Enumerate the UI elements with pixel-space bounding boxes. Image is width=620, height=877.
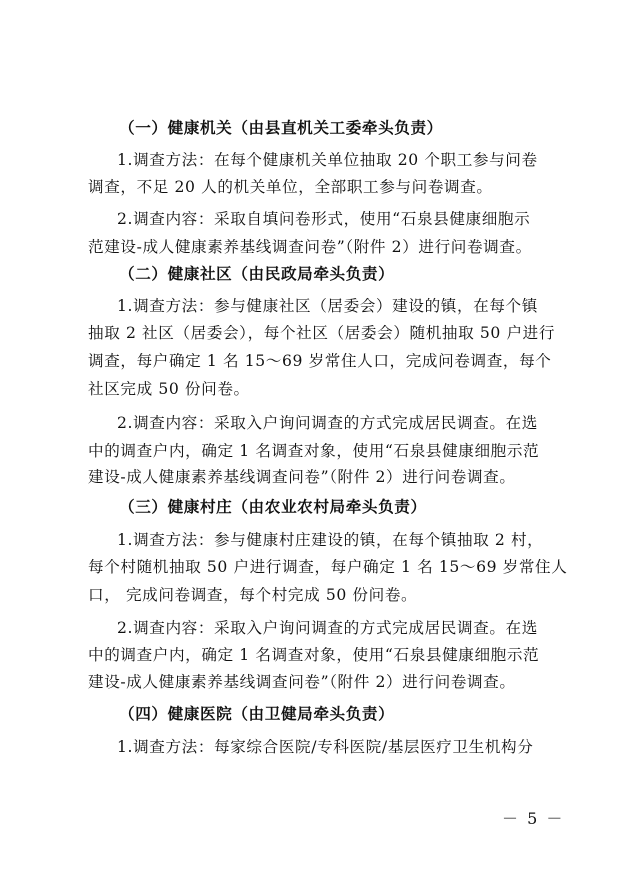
section-heading-hospital: （四）健康医院（由卫健局牵头负责） bbox=[119, 704, 395, 723]
paragraph-line: 社区完成 50 份问卷。 bbox=[88, 380, 250, 398]
paragraph-line: 2.调查内容：采取自填问卷形式，使用“石泉县健康细胞示 bbox=[117, 210, 531, 228]
paragraph-line: 范建设-成人健康素养基线调查问卷”（附件 2）进行问卷调查。 bbox=[88, 238, 532, 256]
section-heading-community: （二）健康社区（由民政局牵头负责） bbox=[119, 264, 395, 283]
paragraph-line: 中的调查户内，确定 1 名调查对象，使用“石泉县健康细胞示范 bbox=[88, 646, 540, 664]
paragraph-line: 1.调查方法：参与健康社区（居委会）建设的镇，在每个镇 bbox=[117, 297, 538, 315]
paragraph-line: 建设-成人健康素养基线调查问卷”（附件 2）进行问卷调查。 bbox=[88, 468, 516, 486]
paragraph-line: 2.调查内容：采取入户询问调查的方式完成居民调查。在选 bbox=[117, 619, 538, 637]
paragraph-line: 抽取 2 社区（居委会），每个社区（居委会）随机抽取 50 户进行 bbox=[88, 324, 556, 342]
paragraph-line: 建设-成人健康素养基线调查问卷”（附件 2）进行问卷调查。 bbox=[88, 673, 516, 691]
section-heading-organs: （一）健康机关（由县直机关工委牵头负责） bbox=[119, 118, 443, 137]
paragraph-line: 2.调查内容：采取入户询问调查的方式完成居民调查。在选 bbox=[117, 414, 538, 432]
paragraph-line: 口， 完成问卷调查，每个村完成 50 份问卷。 bbox=[88, 586, 418, 604]
paragraph-line: 1.调查方法：在每个健康机关单位抽取 20 个职工参与问卷 bbox=[117, 151, 538, 169]
paragraph-line: 1.调查方法：参与健康村庄建设的镇，在每个镇抽取 2 村， bbox=[117, 531, 544, 549]
paragraph-line: 1.调查方法：每家综合医院/专科医院/基层医疗卫生机构分 bbox=[117, 738, 534, 756]
page-number: － 5 － bbox=[502, 809, 565, 828]
paragraph-line: 调查，不足 20 人的机关单位，全部职工参与问卷调查。 bbox=[88, 178, 493, 196]
paragraph-line: 调查，每户确定 1 名 15～69 岁常住人口，完成问卷调查，每个 bbox=[88, 352, 552, 370]
section-heading-village: （三）健康村庄（由农业农村局牵头负责） bbox=[119, 497, 427, 516]
paragraph-line: 每个村随机抽取 50 户进行调查，每户确定 1 名 15～69 岁常住人 bbox=[88, 558, 568, 576]
paragraph-line: 中的调查户内，确定 1 名调查对象，使用“石泉县健康细胞示范 bbox=[88, 442, 540, 460]
